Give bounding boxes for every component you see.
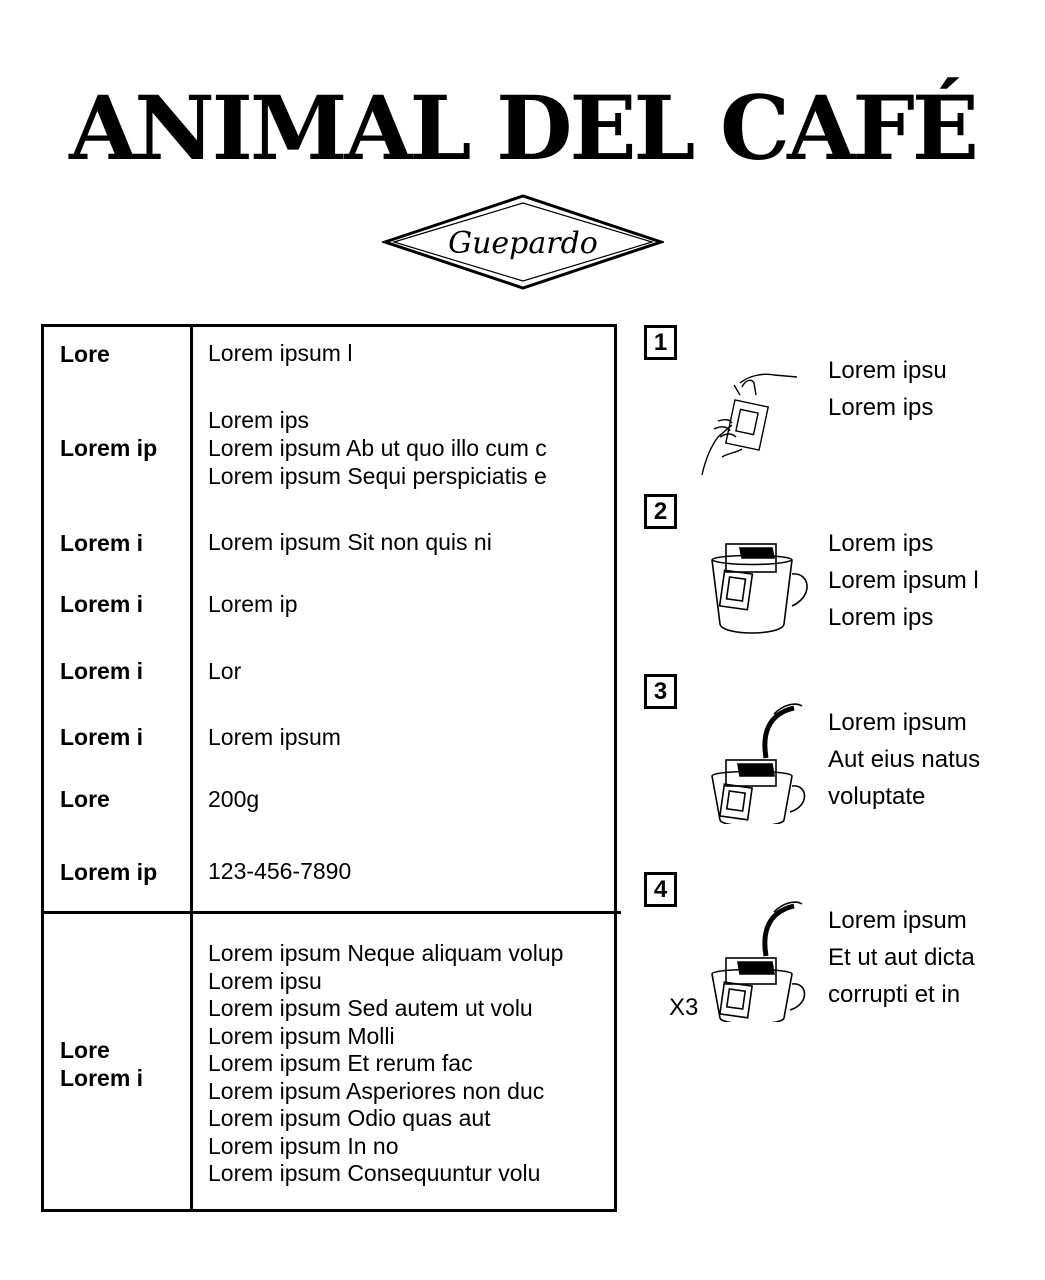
row-value: Lorem ipsum Sit non quis ni bbox=[208, 529, 492, 555]
repeat-count: X3 bbox=[669, 994, 699, 1021]
step-4 bbox=[644, 872, 1034, 1052]
row-label: Lore bbox=[60, 341, 110, 367]
diamond-badge-logo bbox=[382, 193, 664, 291]
pour-water-repeat-icon bbox=[692, 892, 812, 1022]
row-label: Lorem i bbox=[60, 530, 144, 556]
step-text: Lorem ips Lorem ipsum l Lorem ips bbox=[828, 530, 979, 631]
step-number: 2 bbox=[644, 494, 677, 529]
step-text: Lorem ipsum Aut eius natus voluptate bbox=[828, 709, 981, 810]
product-info-table bbox=[41, 324, 617, 1212]
row-divider bbox=[41, 911, 621, 914]
step-1 bbox=[644, 325, 1034, 505]
step-number: 1 bbox=[644, 325, 677, 360]
row-value: 123-456-7890 bbox=[208, 858, 352, 884]
row-value: Lorem ipsum l bbox=[208, 340, 353, 366]
row-label: Lorem ip bbox=[60, 859, 158, 885]
footer-label: Lore Lorem i bbox=[60, 1037, 144, 1091]
row-value: Lor bbox=[208, 658, 242, 684]
row-value: Lorem ips Lorem ipsum Ab ut quo illo cum c Lorem ipsum Sequi perspiciatis e bbox=[208, 407, 547, 489]
pour-water-icon bbox=[692, 694, 812, 824]
badge-script-text: Guepardo bbox=[448, 226, 598, 261]
brand-title: ANIMAL DEL CAFÉ bbox=[69, 76, 976, 180]
row-label: Lorem i bbox=[60, 658, 144, 684]
row-value: 200g bbox=[208, 786, 260, 812]
step-2 bbox=[644, 494, 1034, 674]
step-number: 4 bbox=[644, 872, 677, 907]
column-divider bbox=[190, 327, 193, 1209]
row-label: Lorem i bbox=[60, 724, 144, 750]
row-label: Lorem ip bbox=[60, 435, 158, 461]
row-value: Lorem ipsum bbox=[208, 724, 341, 750]
step-text: Lorem ipsum Et ut aut dicta corrupti et in bbox=[828, 907, 975, 1008]
drip-bag-on-cup-icon bbox=[692, 514, 812, 644]
step-3 bbox=[644, 674, 1034, 854]
row-label: Lore bbox=[60, 786, 110, 812]
row-value: Lorem ip bbox=[208, 591, 298, 617]
row-label: Lorem i bbox=[60, 591, 144, 617]
hands-tearing-bag-icon bbox=[692, 345, 812, 475]
footer-value: Lorem ipsum Neque aliquam volup Lorem ipsu Lorem ipsum Sed autem ut volu Lorem ipsum Molli Lorem ipsum Et rerum fac Lorem ipsum Asperiores non duc Lorem ipsum Odio quas aut Lorem ipsum In no Lorem ipsum Consequuntur volu bbox=[208, 940, 564, 1186]
step-number: 3 bbox=[644, 674, 677, 709]
step-text: Lorem ipsu Lorem ips bbox=[828, 357, 947, 421]
